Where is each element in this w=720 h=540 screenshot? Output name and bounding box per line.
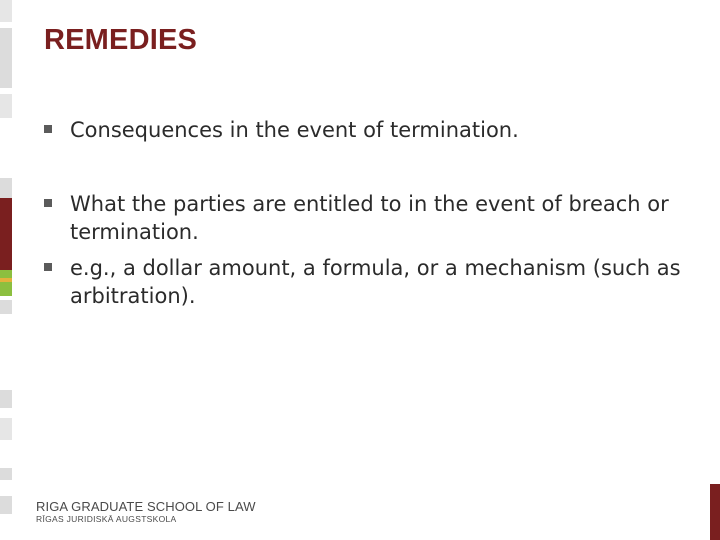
bullet-text: e.g., a dollar amount, a formula, or a mechanism (such as arbitration). <box>70 256 681 308</box>
strip-segment <box>0 282 12 296</box>
bullet-item <box>44 254 684 310</box>
strip-segment <box>0 496 12 514</box>
strip-segment <box>0 390 12 408</box>
bullet-item <box>44 116 684 144</box>
strip-segment <box>0 270 12 278</box>
square-bullet-icon <box>44 263 52 271</box>
strip-segment <box>0 0 12 22</box>
bullet-list <box>44 116 684 318</box>
left-decorative-strip <box>0 0 12 540</box>
bullet-text: Consequences in the event of termination. <box>70 118 519 142</box>
strip-segment <box>0 468 12 480</box>
square-bullet-icon <box>44 199 52 207</box>
strip-segment <box>0 94 12 118</box>
logo-line-latvian: RĪGAS JURIDISKĀ AUGSTSKOLA <box>36 514 177 524</box>
strip-segment <box>0 198 12 270</box>
institution-logo <box>36 500 256 524</box>
square-bullet-icon <box>44 125 52 133</box>
strip-segment <box>0 178 12 198</box>
strip-segment <box>0 300 12 314</box>
strip-segment <box>0 28 12 88</box>
bullet-text: What the parties are entitled to in the event of breach or termination. <box>70 192 669 244</box>
logo-line-english: RIGA GRADUATE SCHOOL OF LAW <box>36 499 256 514</box>
slide-title: REMEDIES <box>44 24 198 56</box>
bullet-item <box>44 190 684 246</box>
corner-accent-bar <box>710 484 720 540</box>
strip-segment <box>0 418 12 440</box>
